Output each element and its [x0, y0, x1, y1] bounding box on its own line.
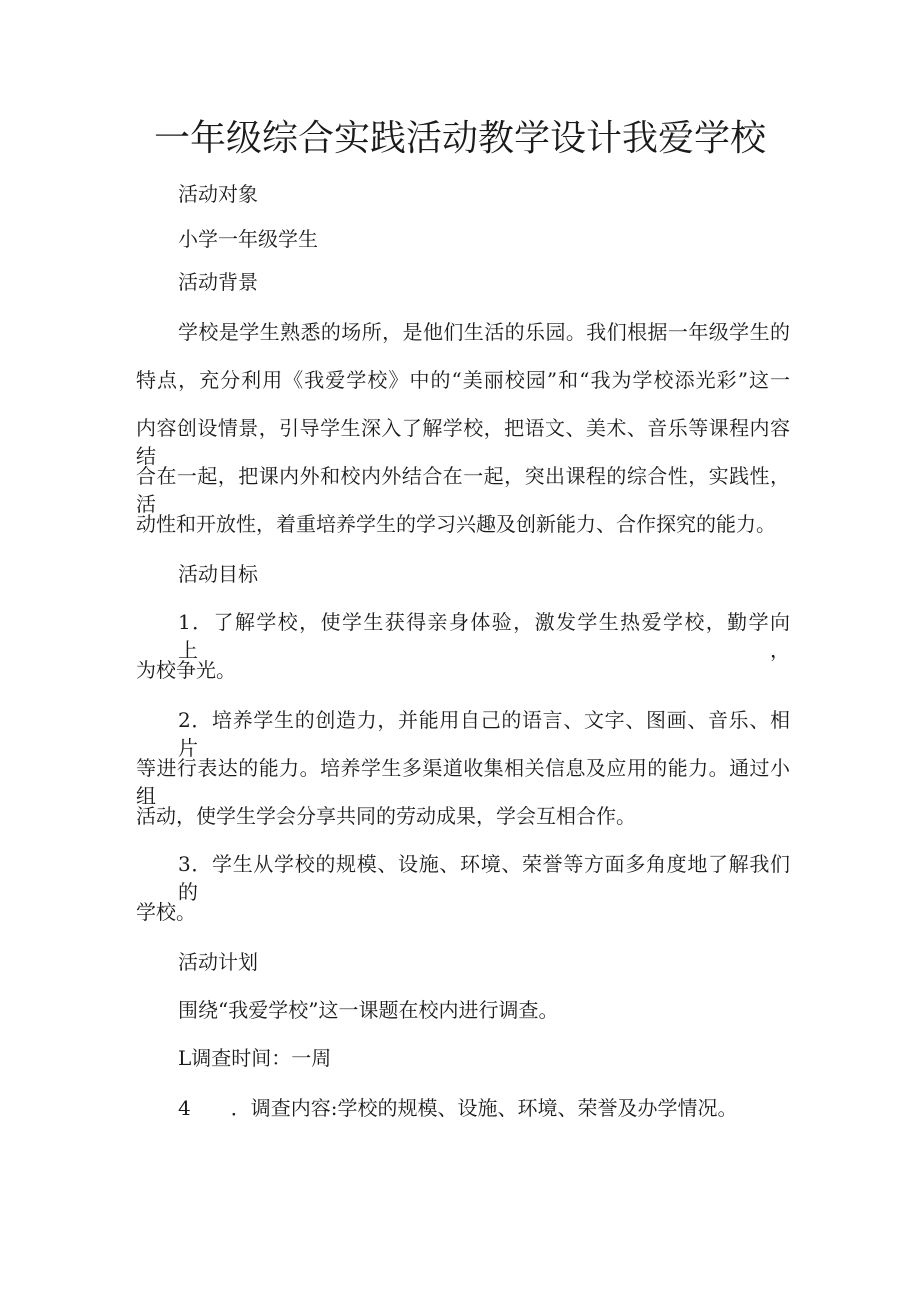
document-title: 一年级综合实践活动教学设计我爱学校	[153, 118, 766, 159]
goal-1-line: 为校争光。	[136, 658, 236, 682]
goal-3-line: 学校。	[136, 900, 196, 924]
goal-1-line: 1．了解学校，使学生获得亲身体验，激发学生热爱学校，勤学向上，	[178, 610, 790, 662]
paragraph-line: 动性和开放性，着重培养学生的学习兴趣及创新能力、合作探究的能力。	[136, 512, 776, 536]
heading-activity-plan: 活动计划	[178, 950, 258, 974]
heading-activity-goals: 活动目标	[178, 562, 258, 586]
paragraph-line: 合在一起，把课内外和校内外结合在一起，突出课程的综合性，实践性，活	[136, 464, 790, 516]
plan-item-time: L调查时间：一周	[178, 1046, 332, 1070]
paragraph-line: 学校是学生熟悉的场所，是他们生活的乐园。我们根据一年级学生的	[178, 320, 790, 344]
plan-intro: 围绕“我爱学校”这一课题在校内进行调查。	[178, 998, 559, 1022]
paragraph-line: 特点，充分利用《我爱学校》中的“美丽校园”和“我为学校添光彩”这一	[136, 368, 790, 392]
heading-activity-background: 活动背景	[178, 270, 258, 294]
goal-2-line: 等进行表达的能力。培养学生多渠道收集相关信息及应用的能力。通过小组	[136, 756, 790, 808]
goal-2-line: 2．培养学生的创造力，并能用自己的语言、文字、图画、音乐、相片	[178, 708, 790, 760]
paragraph-line: 内容创设情景，引导学生深入了解学校，把语文、美术、音乐等课程内容结	[136, 416, 790, 468]
text-target-students: 小学一年级学生	[178, 227, 318, 251]
plan-item-content: 4 ．调查内容:学校的规模、设施、环境、荣誉及办学情况。	[178, 1096, 738, 1120]
heading-activity-target: 活动对象	[178, 182, 258, 206]
goal-2-line: 活动，使学生学会分享共同的劳动成果，学会互相合作。	[136, 804, 636, 828]
goal-3-line: 3．学生从学校的规模、设施、环境、荣誉等方面多角度地了解我们的	[178, 852, 790, 904]
